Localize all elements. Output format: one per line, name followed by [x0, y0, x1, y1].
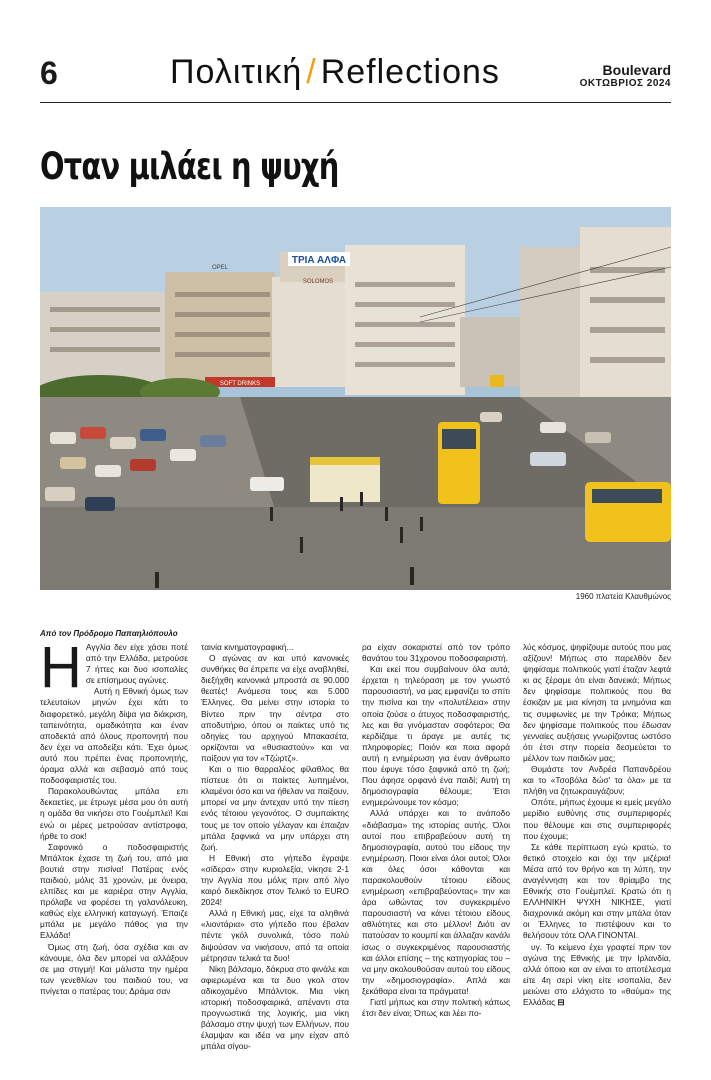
paragraph: Παρακολουθώντας μπάλα επι δεκαετίες, με έτρωγε μέσα μου ότι αυτή η ομάδα θα νικήσει στο Γουέμπλεϊ! Και ενώ οι μέρες μετρούσαν αντίστροφα, ήρθε το σοκ!: [40, 786, 188, 841]
section-title-en: Reflections: [320, 53, 500, 91]
paragraph: ταινία κινηματογραφική...: [201, 642, 294, 652]
paragraph: Σε κάθε περίπτωση εγώ κρατώ, το θετικό στοιχείο και όχι την μιζέρια! Μέσα από τον θρήνο και τη λύπη, την αναγέννηση και τον θρίαμβο της Εθνικής στο Γουέμπλεϊ. Κρατώ ότι η ΕΛΛΗΝΙΚΗ ΨΥΧΗ ΝΙΚΗΣΕ, γιατί διαχρονικά ακόμη και στην μπάλα όταν οι Έλληνες το πιστέψουν και το θελήσουν τότε ΟΛΑ ΓΙΝΟΝΤΑΙ.: [523, 841, 671, 941]
paragraph: Αγγλία δεν είχε χάσει ποτέ από την Ελλάδα, μετρούσε 7 ήττες και δυο ισοπαλίες σε επίσημους αγώνες.: [85, 642, 188, 686]
paragraph: Θυμάστε τον Ανδρέα Παπανδρέου και το «Τσοβόλα δώσ' τα όλα» με τα πλήθη να ζητωκραυγάζουν;: [523, 764, 671, 797]
paragraph: Αλλά υπάρχει και το ανάποδο «διάβασμα» της ιστορίας αυτής. Όλοι αυτοί που επιβραβεύουν αυτή τη δημοσιογραφία, αυτού του είδους την ενημέρωση. Ποιοι είναι όλοι αυτοί; Όλοι και όλες όσοι κάθονται και παρακολουθούν τέτοιου είδους ενημέρωση «επιβραβεύοντας» την και άρα ωθώντας τον συγκεκριμένο παρουσιαστή να κάνει τέτοιου είδους αθλιότητες και στο μέλλον! Διότι αν πατούσαν το κουμπί και άλλαζαν κανάλι ίσως ο συγκεκριμένος παρουσιαστής και άλλοι επίσης – της κατηγορίας του – να μην ακολουθούσαν αυτού του είδους την «δημοσιογραφία». Απλά και ξεκάθαρα είναι τα πράγματα!: [362, 808, 510, 996]
paragraph: Αυτή η Εθνική όμως των τελευταίων μηνών έχει κάτι το διαφορετικό, μεγάλη δίψα για διάκριση, ταπεινότητα, ομαδικότητα και έναν αποδεκτά από όλους προπονητή που δεν έχει να αποδείξει κάτι. Έχει όμως αυτό που πρέπει ένας προπονητής, όραμα αλλά και σεβασμό από τους ποδοσφαιριστές του.: [40, 686, 188, 786]
paragraph: ρα είχαν σοκαριστεί από τον τρόπο θανάτου του 31χρονου ποδοσφαιριστή.: [362, 642, 510, 664]
end-mark-icon: ⊟: [557, 997, 565, 1007]
photo-caption: 1960 πλατεία Κλαυθμώνος: [575, 592, 671, 601]
section-title: [170, 52, 500, 92]
paragraph: Όμως στη ζωή, όσα σχέδια και αν κάνουμε, όλα δεν μπορεί να αλλάξουν σε μια στιγμή! Και μάλιστα την ημέρα των γενεθλίων του παιδιού του, να πνίγεται ο πατέρας του; Δράμα σαν: [40, 941, 188, 996]
square-scene-illustration: [40, 207, 671, 590]
paragraph: Η Εθνική στο γήπεδο έγραψε «σίδερα» στην κυριολεξία, νίκησε 2-1 την Αγγλία που μόλις πριν από λίγο καιρό διεκδίκησε στον Τελικό το EURO 2024!: [201, 852, 349, 908]
section-slash: /: [306, 53, 317, 91]
sign-solomos: SOLOMOS: [302, 279, 334, 285]
paragraph: λύς κόσμος, ψηφίζουμε αυτούς που μας αξίζουν! Μήπως στο παρελθόν δεν ψηφίσαμε πολιτικούς γιατί έταζαν λεφτά κι ας ξέραμε ότι είναι δανεικά; Μήπως δεν ψηφίσαμε πολιτικούς που θα έσκιζαν με μια κίνηση τα μνημόνια και τις συμφωνίες με την Τρόικα; Μήπως δεν ψηφίσαμε πολιτικούς που έδωσαν γενναίες αυξήσεις γνωρίζοντας ωστόσο ότι έτσι στην πορεία δεσμεύεται το μέλλον των παιδιών μας;: [523, 642, 671, 763]
article-headline: Οταν μιλάει η ψυχή: [40, 145, 339, 188]
paragraph: Γιατί μήπως και στην πολιτική κάπως έτσι δεν είναι; Όπως και λέει πο-: [362, 997, 510, 1019]
column-3: [362, 642, 510, 1054]
publication-brand: [580, 62, 671, 90]
paragraph: Αλλά η Εθνική μας, είχε τα αληθινά «λιοντάρια» στο γήπεδο που έβαλαν πέντε γκόλ συνολικά, τόσο πολύ διψούσαν να νικήσουν, από τα οποία μέτρησαν τελικά τα δυο!: [201, 908, 349, 963]
brand-name: Boulevard: [602, 62, 671, 78]
sign-soft-drinks: SOFT DRINKS: [219, 381, 261, 387]
section-title-gr: Πολιτική: [170, 53, 303, 91]
article-photo: [40, 207, 671, 590]
column-4: [523, 642, 671, 1054]
postscript-text: υγ. Το κείμενο έχει γραφτεί πριν τον αγώνα της Εθνικής με την Ιρλανδία, αλλά όποιο και αν είναι το αποτέλεσμα είτε 4η σερί νίκη είτε ισοπαλία, δεν μειώνει στο ελάχιστο το «θαύμα» της Ελλάδας: [523, 941, 671, 1007]
article-byline: Από τον Πρόδρομο Παπαηλιόπουλο: [40, 629, 178, 638]
issue-date: ΟΚΤΩΒΡΙΟΣ 2024: [579, 78, 671, 89]
column-2: [201, 642, 349, 1054]
paragraph: Και εκεί που συμβαίνουν όλα αυτά, έρχεται η τηλεόραση με τον γνωστό παρουσιαστή, να μας εμφανίζει το σπίτι την πισίνα και την «πολυτέλεια» στην οποία ζούσε ο άτυχος ποδοσφαιριστής, λες και θα γινόμασταν σοφότεροι; Θα κερδίζαμε τι άραγε με αυτές τις πληροφορίες; Ποιόν και ποια αφορά αυτή η ενημέρωση για έναν άνθρωπο που έφυγε τόσο ξαφνικά από τη ζωή; Που άφησε ορφανό ένα παιδί; Αυτή τη δημοσιογραφία θέλουμε; Έτσι ενημερώνουμε τον κόσμο;: [362, 664, 510, 808]
column-1: [40, 642, 188, 1054]
paragraph: Νίκη βάλσαμο, δάκρυα στο φινάλε και αφιερωμένα και τα δυο γκολ στον αδικοχαμένο Μπάλντοκ. Μια νίκη ιστορική ποδοσφαιρικά, απέναντι στα προγνωστικά της λογικής, μια νίκη βάλσαμο στην ψυχή των Ελλήνων, που έλαμψαν και ιδέα να μην είχαν από μπάλα σίγου-: [201, 963, 349, 1052]
page-number: 6: [40, 55, 58, 91]
paragraph: [523, 942, 671, 1009]
sign-tria-alfa: ΤΡΙΑ ΑΛΦΑ: [291, 255, 347, 266]
paragraph: Οπότε, μήπως έχουμε κι εμείς μεγάλο μερίδιο ευθύνης στις συμπεριφορές που θέλουμε και στις συμπεριφορές που έχουμε;: [523, 797, 671, 841]
sign-opel: OPEL: [211, 265, 229, 271]
page-header: [40, 50, 671, 103]
paragraph: Ο αγώνας αν και υπό κανονικές συνθήκες θα έπρεπε να είχε αναβληθεί, διεξήχθη κανονικά μπροστά σε 90.000 θεατές! Ανάμεσα τους και 5.000 Έλληνες. Θα μείνει στην ιστορία το Βίντεο πριν την σέντρα στο αποδυτήριο, όπου οι παίκτες υπό τις οδηγίες του αρχηγού Μπακασέτα, ορκίζονται να «θυσιαστούν» και να παίξουν για τον «Τζώρτζ».: [201, 653, 349, 763]
paragraph: Σαφονικό ο ποδοσφαιριστής Μπάλτοκ έχασε τη ζωή του, από μια βουτιά στην πισίνα! Πατέρας ενός παιδιού, μόλις 31 χρονών, με όνειρα, ελπίδες και με καριέρα στην Αγγλία, πρόλαβε να φορέσει τη γαλανόλευκη, καθώς είχε ελληνική καταγωγή. Έπαιζε μπάλα με μεγάλο πάθος για την Ελλάδα!: [40, 841, 188, 941]
drop-cap: Η: [40, 642, 82, 700]
paragraph: Και ο πιο θαρραλέος φίλαθλος θα πίστευε ότι οι παίκτες λυπημένοι, κλαμένοι όσο και να ήθελαν να παίξουν, μπορεί να μην άντεχαν υπό την πίεση ενός τέτοιου γεγονότος. Ο συμπαίκτης τους με τον οποίο γέλαγαν και έπαιζαν μπάλα ξαφνικά να μην υπάρχει στη ζωή.: [201, 764, 349, 852]
article-body: [40, 642, 671, 1054]
